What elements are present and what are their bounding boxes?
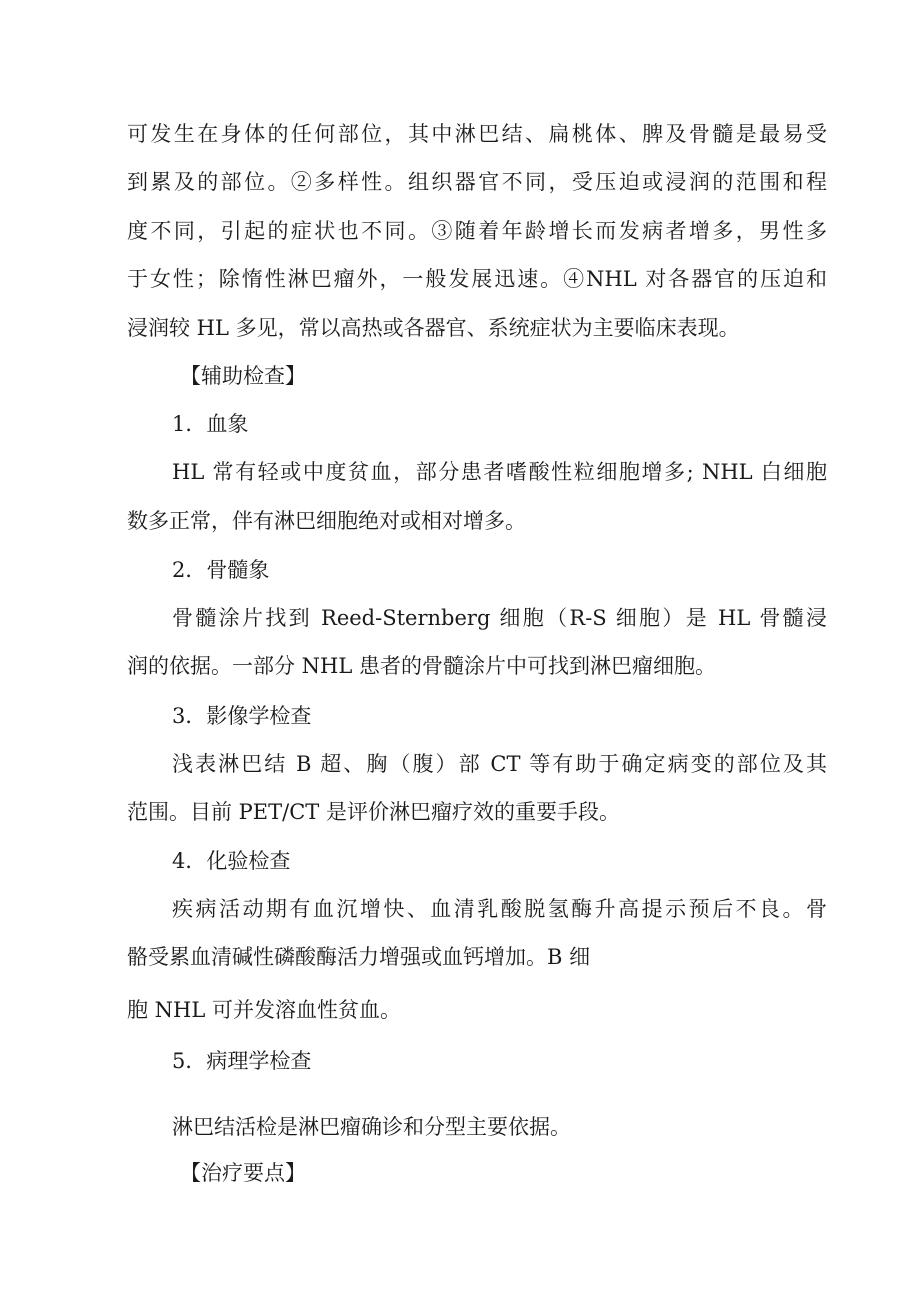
item-title-pathology: 5．病理学检查 [172, 1049, 312, 1073]
paragraph-line: 度不同，引起的症状也不同。③随着年龄增长而发病者增多，男性多 [127, 219, 827, 243]
paragraph-line: 到累及的部位。②多样性。组织器官不同，受压迫或浸润的范围和程 [127, 170, 827, 194]
paragraph-line: 骼受累血清碱性磷酸酶活力增强或血钙增加。B 细 [127, 945, 591, 969]
item-title-bone-marrow: 2．骨髓象 [172, 558, 270, 582]
paragraph-line: HL 常有轻或中度贫血，部分患者嗜酸性粒细胞增多; NHL 白细胞 [172, 460, 827, 484]
paragraph-line: 浸润较 HL 多见，常以高热或各器官、系统症状为主要临床表现。 [127, 316, 740, 340]
section-heading-auxiliary-exam: 【辅助检查】 [180, 364, 306, 388]
paragraph-line: 于女性；除惰性淋巴瘤外，一般发展迅速。④NHL 对各器官的压迫和 [127, 267, 827, 291]
paragraph-line: 范围。目前 PET/CT 是评价淋巴瘤疗效的重要手段。 [127, 800, 620, 824]
paragraph-line: 可发生在身体的任何部位，其中淋巴结、扁桃体、脾及骨髓是最易受 [127, 122, 827, 146]
paragraph-line: 胞 NHL 可并发溶血性贫血。 [127, 998, 401, 1022]
item-title-blood: 1．血象 [172, 412, 249, 436]
paragraph-line: 润的依据。一部分 NHL 患者的骨髓涂片中可找到淋巴瘤细胞。 [127, 654, 716, 678]
paragraph-line: 浅表淋巴结 B 超、胸（腹）部 CT 等有助于确定病变的部位及其 [172, 752, 827, 776]
paragraph-line: 疾病活动期有血沉增快、血清乳酸脱氢酶升高提示预后不良。骨 [172, 897, 827, 921]
item-title-lab-tests: 4．化验检查 [172, 849, 291, 873]
paragraph-line: 骨髓涂片找到 Reed-Sternberg 细胞（R-S 细胞）是 HL 骨髓浸 [172, 606, 827, 630]
paragraph-line: 数多正常，伴有淋巴细胞绝对或相对增多。 [127, 509, 526, 533]
item-title-imaging: 3．影像学检查 [172, 704, 312, 728]
paragraph-line: 淋巴结活检是淋巴瘤确诊和分型主要依据。 [172, 1115, 571, 1139]
section-heading-treatment: 【治疗要点】 [180, 1161, 306, 1185]
